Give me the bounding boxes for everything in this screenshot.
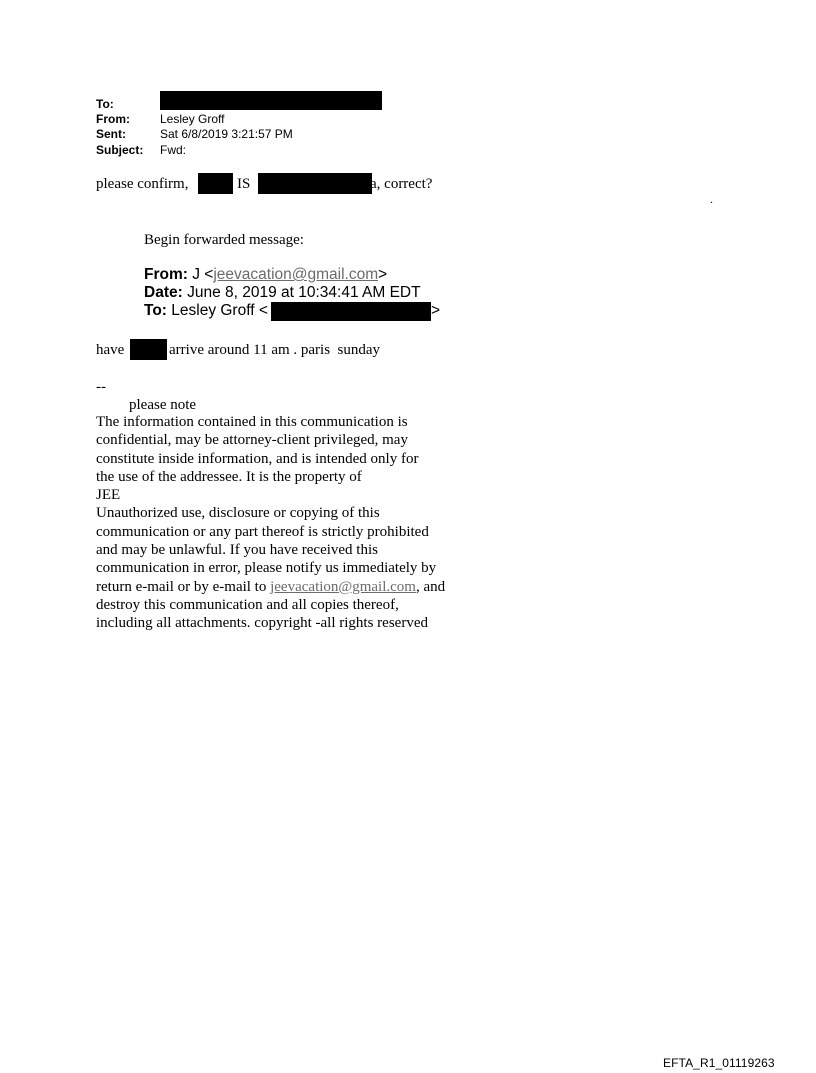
sent-label: Sent: (96, 127, 126, 141)
disclaimer-line: including all attachments. copyright -all rights reserved (96, 615, 428, 632)
document-id: EFTA_R1_01119263 (663, 1056, 775, 1070)
forward-to-name: Lesley Groff < (171, 302, 268, 319)
redacted-to-email (271, 302, 431, 321)
disclaimer-line: the use of the addressee. It is the property of (96, 468, 362, 485)
redacted-name-2 (258, 173, 372, 194)
redacted-name-1 (198, 173, 233, 194)
subject-label: Subject: (96, 143, 144, 157)
from-value: Lesley Groff (160, 112, 225, 126)
disclaimer-line: destroy this communication and all copies thereof, (96, 596, 399, 613)
disclaimer-line: constitute inside information, and is intended only for (96, 450, 419, 467)
sent-value: Sat 6/8/2019 3:21:57 PM (160, 127, 293, 141)
disclaimer-line: confidential, may be attorney-client privileged, may (96, 432, 408, 449)
forward-from-close: > (378, 266, 388, 283)
disclaimer-line: The information contained in this communication is (96, 414, 408, 430)
subject-value: Fwd: (160, 143, 187, 157)
forward-from-name: J < (192, 266, 214, 283)
forward-from-label: From: (144, 266, 188, 283)
forward-from-line (144, 266, 387, 284)
forward-date-value: June 8, 2019 at 10:34:41 AM EDT (187, 284, 421, 301)
signature-note: please note (129, 397, 197, 413)
fwd-body-text-1: have (96, 342, 125, 358)
redacted-name-3 (130, 339, 167, 360)
disclaimer-return-prefix: return e-mail or by e-mail to (96, 578, 271, 595)
fwd-body-text-2: arrive around 11 am . paris sunday (169, 342, 381, 358)
stray-mark: . (710, 192, 713, 206)
disclaimer-return-suffix: , and (415, 578, 446, 595)
disclaimer-line: communication or any part thereof is strictly prohibited (96, 523, 429, 540)
disclaimer-line: JEE (96, 487, 121, 504)
forward-intro: Begin forwarded message: (144, 232, 304, 248)
message-text-2: IS (237, 176, 251, 192)
disclaimer-return-line (96, 578, 486, 596)
confidentiality-disclaimer (96, 413, 486, 633)
to-label: To: (96, 97, 114, 111)
forward-to-close: > (431, 302, 441, 319)
forward-from-email-link[interactable]: jeevacation@gmail.com (213, 266, 379, 283)
forward-to-label: To: (144, 302, 167, 319)
message-text-3: a, correct? (370, 176, 433, 192)
disclaimer-line: Unauthorized use, disclosure or copying of this (96, 505, 380, 522)
message-text-1: please confirm, (96, 176, 189, 192)
redacted-to-address (160, 91, 382, 110)
forward-date-label: Date: (144, 284, 183, 301)
signature-dashes: -- (96, 379, 106, 395)
disclaimer-line: and may be unlawful. If you have received this (96, 542, 378, 559)
forward-date-line (144, 284, 421, 302)
disclaimer-line: communication in error, please notify us immediately by (96, 560, 437, 577)
from-label: From: (96, 112, 130, 126)
forward-to-line (144, 302, 268, 320)
disclaimer-email-link[interactable]: jeevacation@gmail.com (270, 578, 416, 595)
